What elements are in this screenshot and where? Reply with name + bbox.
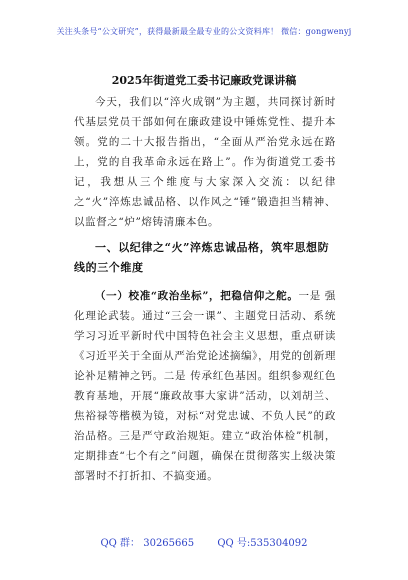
header-banner: 关注头条号“公文研究”，获得最新最全最专业的公文资料库！ 微信：gongwenyj [56,27,352,36]
footer-contacts [0,534,408,549]
section-heading: 一、以纪律之“火”淬炼忠诚品格，筑牢思想防线的三个维度 [74,241,330,274]
subsection-heading: （一）校准“政治坐标”，把稳信仰之舵。 [95,290,299,302]
document-title: 2025年街道党工委书记廉政党课讲稿 [111,74,297,87]
intro-paragraph: 今天，我们以“淬火成钢”为主题，共同探讨新时代基层党员干部如何在廉政建设中锤炼党性、提升本领。党的二十大报告指出，“全面从严治党永远在路上，党的自我革命永远在路上”。作为街道党工委书记，我想从三个维度与大家深入交流：以纪律之“火”淬炼忠诚品格、以作风之“锤”锻造担当精神、以监督之“炉”熔铸清廉本色。 [74,96,336,228]
footer-qq-number: QQ 号:535304092 [217,538,308,549]
subsection-paragraph [74,286,336,486]
footer-qq-group: QQ 群： 30265665 [100,538,195,549]
subsection-body: 一是 强化理论武装。通过“三会一课”、主题党日活动、系统学习习近平新时代中国特色社会主义思想，重点研读《习近平关于全面从严治党论述摘编》，用党的创新理论补足精神之钙。二是 传承红色基因。组织参观红色教育基地，开展“廉政故事大家讲”活动，以刘胡兰、焦裕禄等楷模为镜，对标“对党忠诚、不负人民”的政治品格。三是严守政治规矩。建立“政治体检”机制，定期排查“七个有之”问题，确保在贯彻落实上级决策部署时不打折扣、不搞变通。 [74,290,336,482]
